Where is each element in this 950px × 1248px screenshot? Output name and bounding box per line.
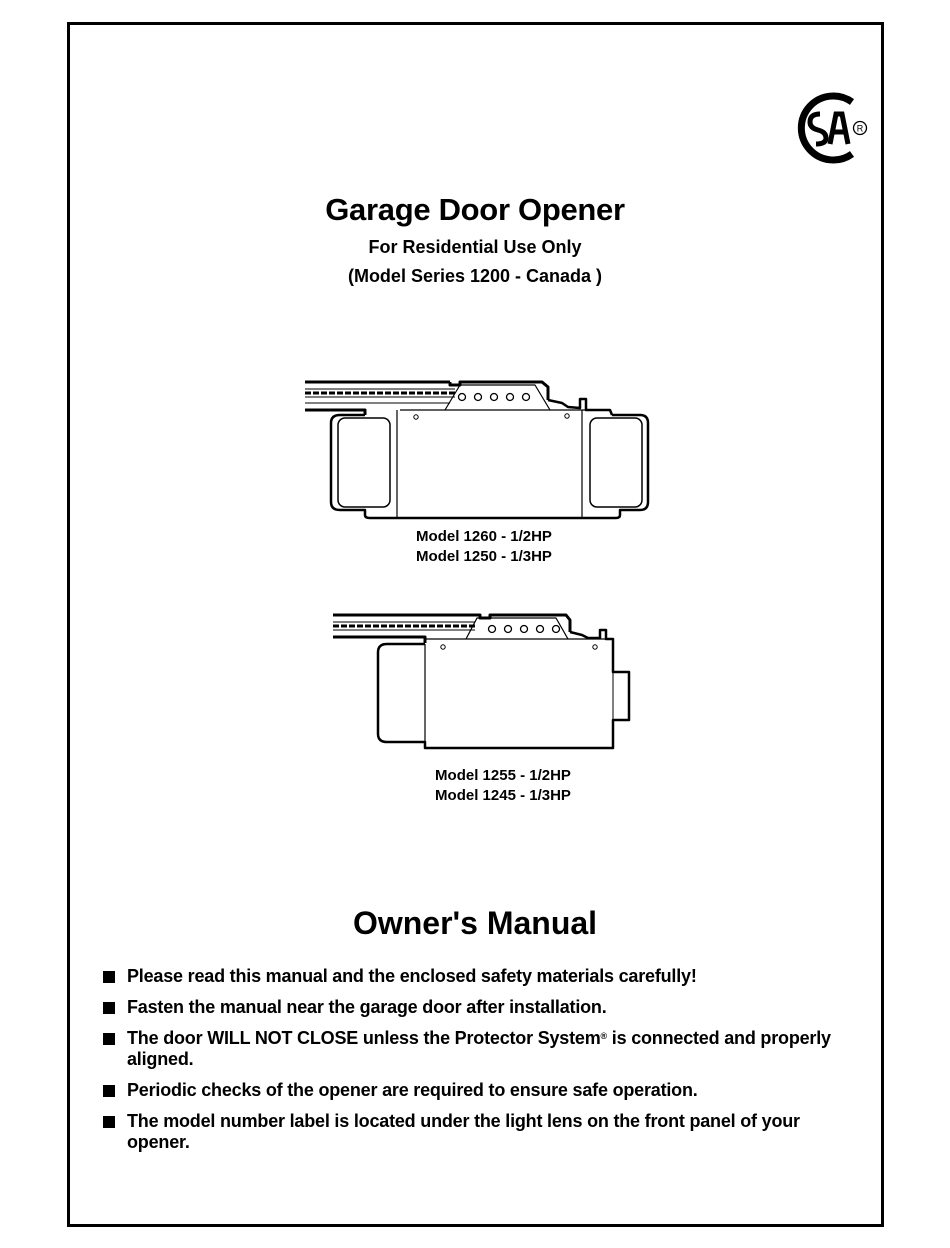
instruction-text: The model number label is located under the light lens on the front panel of your opener. — [127, 1111, 800, 1152]
instruction-item — [103, 997, 843, 1018]
svg-text:R: R — [856, 123, 864, 134]
document-subtitle: For Residential Use Only — [368, 237, 582, 257]
square-bullet-icon — [103, 1085, 115, 1097]
square-bullet-icon — [103, 1002, 115, 1014]
opener-drawing-2 — [330, 610, 640, 755]
instruction-item — [103, 1111, 843, 1153]
instruction-item — [103, 1080, 843, 1101]
instruction-text: Fasten the manual near the garage door after installation. — [127, 997, 607, 1017]
instruction-item — [103, 1028, 843, 1070]
square-bullet-icon — [103, 1116, 115, 1128]
model-1255-label: Model 1255 - 1/2HP — [435, 767, 571, 784]
instruction-text: Please read this manual and the enclosed safety materials carefully! — [127, 966, 697, 986]
model-1250-label: Model 1250 - 1/3HP — [416, 548, 552, 565]
instruction-text: Periodic checks of the opener are required to ensure safe operation. — [127, 1080, 698, 1100]
opener-drawing-1 — [300, 375, 660, 525]
model-1260-label: Model 1260 - 1/2HP — [416, 528, 552, 545]
figure-1-caption — [334, 527, 634, 567]
square-bullet-icon — [103, 971, 115, 983]
csa-logo-icon — [790, 92, 870, 164]
csa-logo — [790, 92, 870, 164]
instruction-item — [103, 966, 843, 987]
document-title: Garage Door Opener — [325, 192, 625, 227]
model-series: (Model Series 1200 - Canada ) — [347, 266, 603, 286]
instruction-text-cont: is connected and properly aligned. — [127, 1028, 831, 1069]
instruction-text: The door WILL NOT CLOSE unless the Protector System — [127, 1028, 601, 1048]
instruction-list — [103, 966, 843, 1163]
registered-mark: ® — [600, 1031, 607, 1041]
model-1245-label: Model 1245 - 1/3HP — [435, 787, 571, 804]
square-bullet-icon — [103, 1033, 115, 1045]
owners-manual-title: Owner's Manual — [352, 905, 598, 941]
figure-2-caption — [353, 766, 653, 806]
